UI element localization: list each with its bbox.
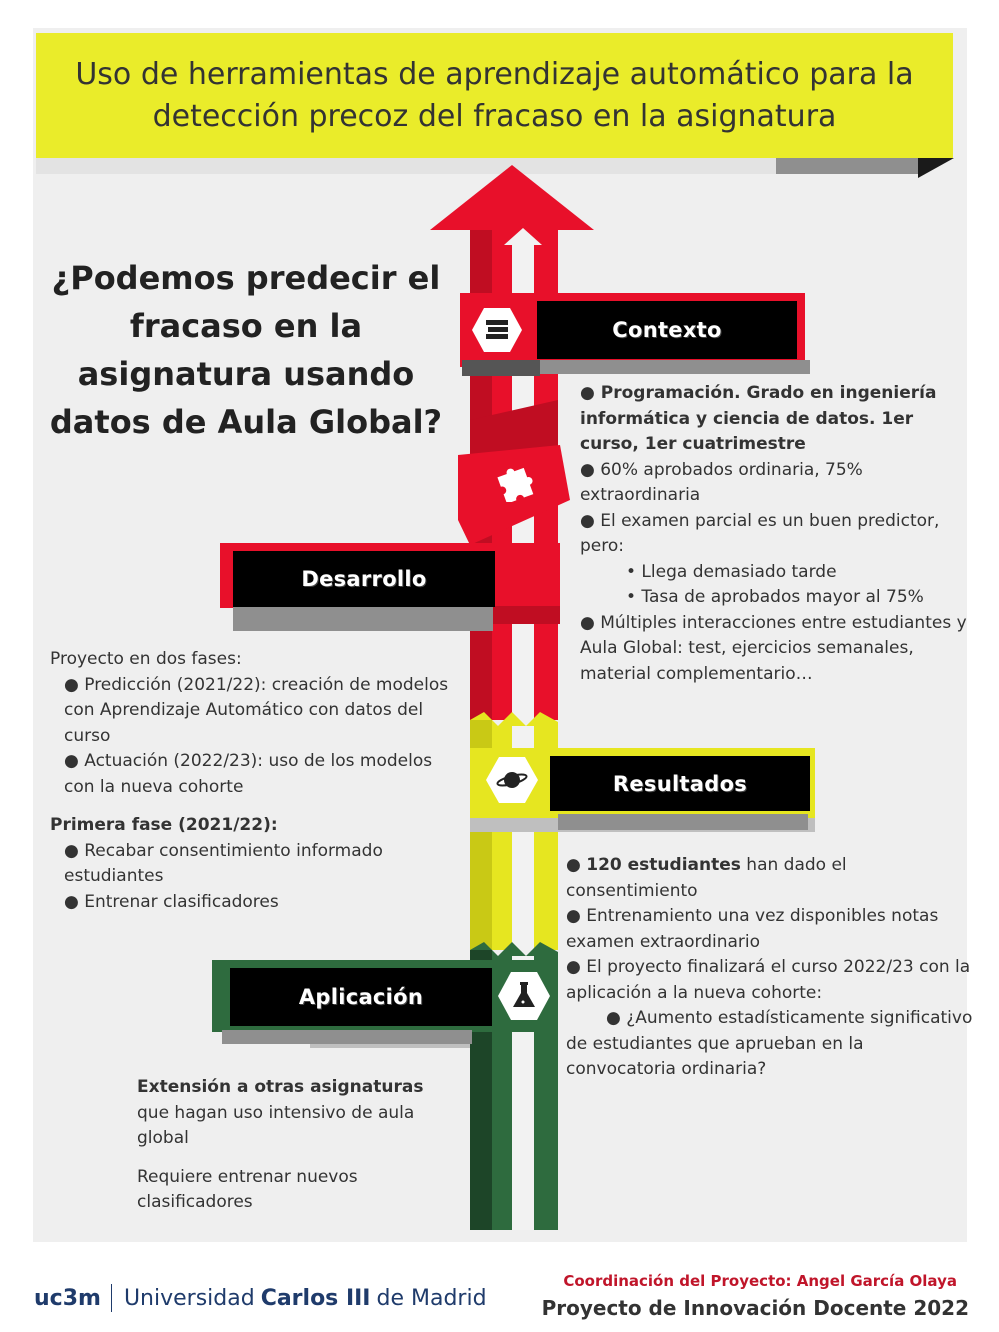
contexto-text (580, 381, 976, 687)
aplicacion-extension: Extensión a otras asignaturas (137, 1077, 424, 1097)
main-question: ¿Podemos predecir el fracaso en la asignatura usando datos de Aula Global? (49, 259, 443, 441)
flask-icon (498, 972, 550, 1020)
logo-univ-pre: Universidad (123, 1285, 255, 1311)
desarrollo-fase-item-2: ● Entrenar clasificadores (64, 891, 279, 912)
logo-univ-post: de Madrid (376, 1285, 487, 1311)
resultados-item-1 (566, 853, 974, 904)
resultados-text (566, 853, 974, 1083)
logo-separator (111, 1284, 112, 1312)
puzzle-icon (492, 462, 536, 502)
title-line-2: detección precoz del fracaso en la asignatura (152, 98, 837, 134)
desarrollo-phase-2: ● Actuación (2022/23): uso de los modelos con la nueva cohorte (64, 751, 433, 797)
aplicacion-item-1-rest: que hagan uso intensivo de aula global (137, 1102, 415, 1148)
resultados-students-count: 120 estudiantes (586, 855, 741, 875)
resultados-item-3a: ● ¿Aumento estadísticamente significativo de estudiantes que aprueban en la convocatoria ordinaria? (566, 1008, 973, 1079)
project-name: Proyecto de Innovación Docente 2022 (541, 1296, 969, 1320)
contexto-sub-2: • Tasa de aprobados mayor al 75% (626, 587, 924, 607)
desarrollo-intro: Proyecto en dos fases: (50, 649, 242, 669)
desarrollo-fase-title: Primera fase (2021/22): (50, 815, 278, 835)
contexto-bullet-1: ● Programación. Grado en ingeniería informática y ciencia de datos. 1er curso, 1er cuatrimestre (580, 383, 937, 454)
contexto-bullet-4: ● Múltiples interacciones entre estudiantes y Aula Global: test, ejercicios semanales, material complementario… (580, 612, 967, 684)
contexto-bullet-2: ● 60% aprobados ordinaria, 75% extraordinaria (580, 459, 863, 505)
sign-aplicacion: Aplicación (230, 968, 492, 1026)
books-icon (472, 308, 522, 352)
project-coordination: Coordinación del Proyecto: Angel García Olaya (563, 1272, 957, 1290)
aplicacion-item-2: Requiere entrenar nuevos clasificadores (137, 1166, 358, 1212)
desarrollo-phase-1: ● Predicción (2021/22): creación de modelos con Aprendizaje Automático con datos del curso (64, 674, 449, 746)
logo-short: uc3m (34, 1285, 101, 1311)
contexto-sub-1: • Llega demasiado tarde (626, 561, 837, 582)
resultados-item-2: ● Entrenamiento una vez disponibles notas examen extraordinario (566, 906, 939, 952)
sign-desarrollo: Desarrollo (233, 551, 495, 607)
desarrollo-text (50, 647, 462, 915)
contexto-bullet-3: ● El examen parcial es un buen predictor, pero: (580, 510, 940, 556)
resultados-item-3: ● El proyecto finalizará el curso 2022/23 con la aplicación a la nueva cohorte: (566, 957, 971, 1003)
planet-icon (486, 757, 538, 803)
aplicacion-text (137, 1075, 457, 1216)
title-line-1: Uso de herramientas de aprendizaje automático para la (75, 56, 914, 92)
logo-univ-bold: Carlos III (260, 1285, 371, 1311)
desarrollo-fase-item-1: ● Recabar consentimiento informado estudiantes (64, 840, 383, 886)
aplicacion-item-1 (137, 1075, 457, 1152)
bullet: ● (566, 855, 587, 875)
sign-contexto: Contexto (537, 301, 797, 359)
university-logo (34, 1284, 487, 1312)
sign-resultados: Resultados (550, 756, 810, 811)
resultados-item-1-rest: han dado el consentimiento (566, 855, 847, 901)
